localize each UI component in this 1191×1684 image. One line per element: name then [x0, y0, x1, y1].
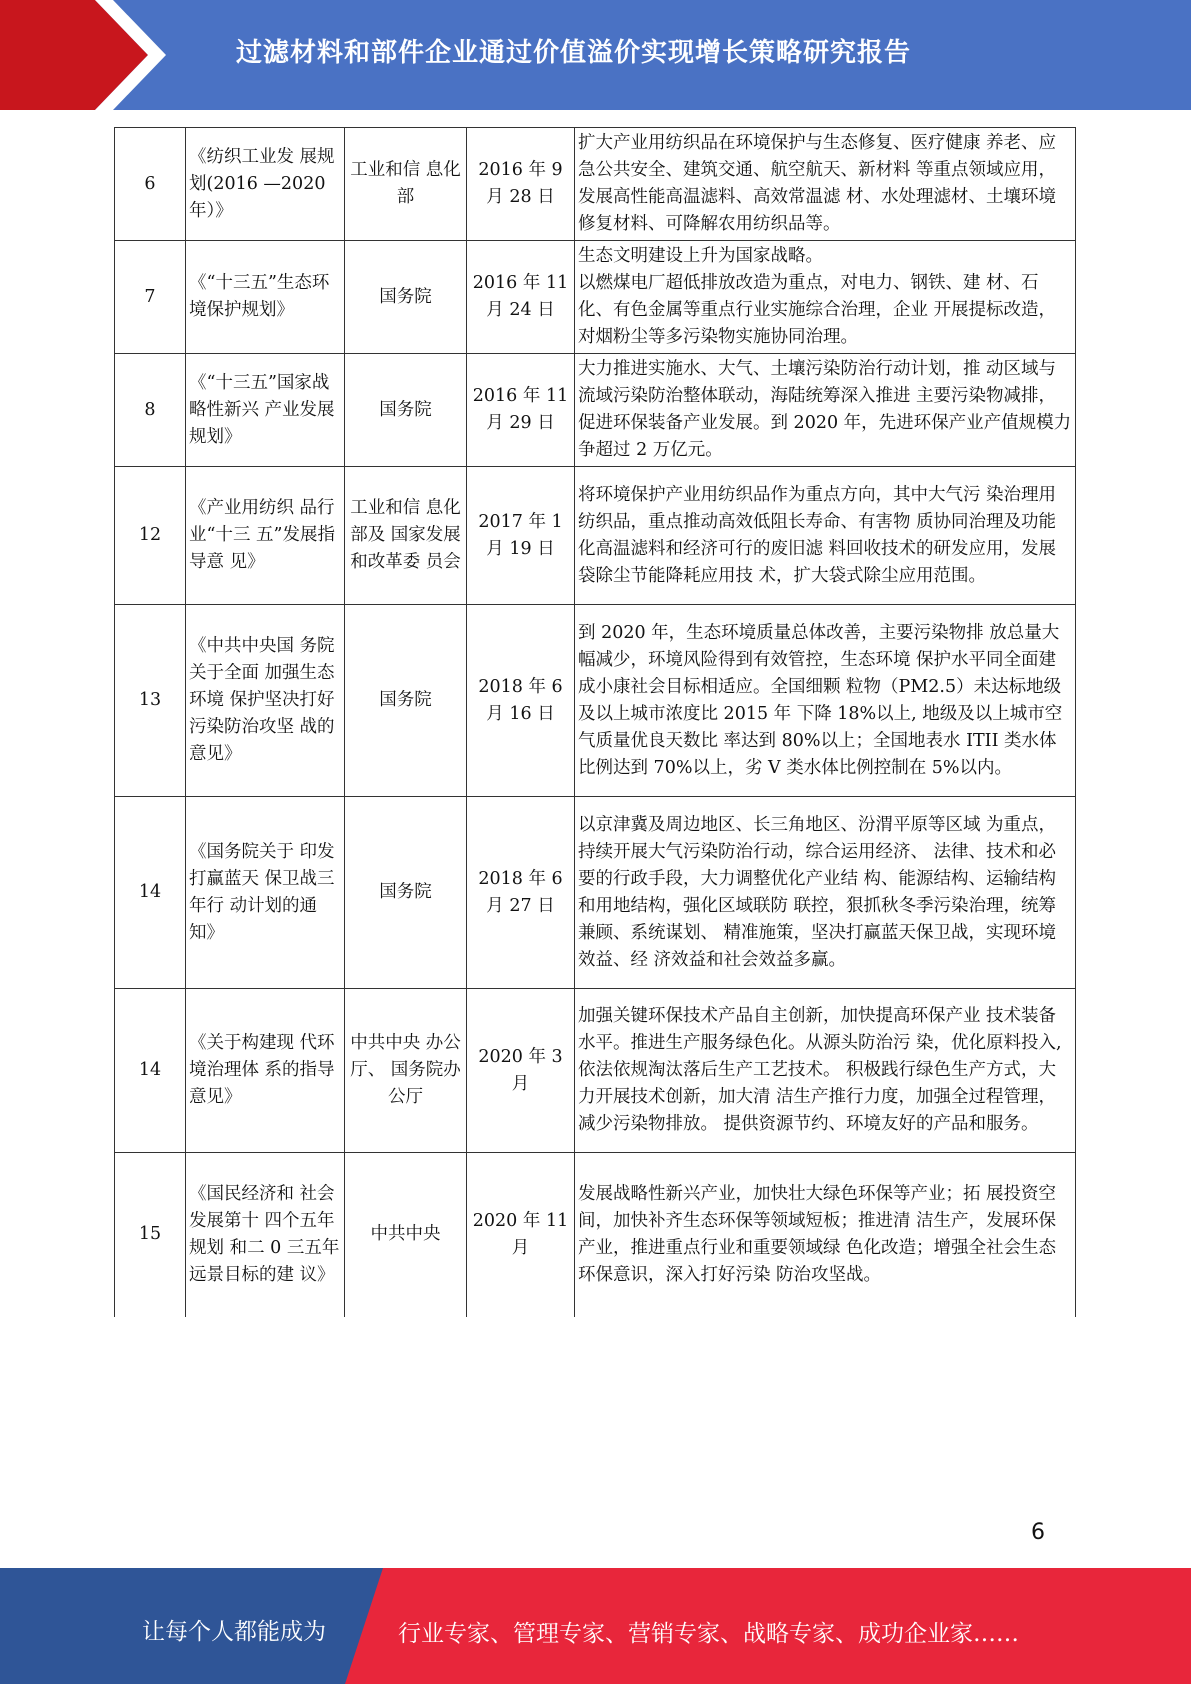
issue-date: 2018 年 6 月 16 日: [467, 605, 575, 797]
policy-title: 《“十三五”国家战略性新兴 产业发展规划》: [186, 354, 345, 467]
row-number: 8: [115, 354, 186, 467]
policy-content: 到 2020 年，生态环境质量总体改善，主要污染物排 放总量大幅减少，环境风险得到有效管控，生态环境 保护水平同全面建成小康社会目标相适应。全国细颗 粒物（PM2.5）未达标地级及以上城市浓度比 2015 年 下降 18%以上, 地级及以上城市空气质量优良天数比 率达到 80%以上；全国地表水 ITII 类水体比例达到 70%以上，劣 V 类水体比例控制在 5%以内。: [575, 605, 1076, 797]
policy-title: 《关于构建现 代环境治理体 系的指导意见》: [186, 989, 345, 1153]
policy-content: 以京津冀及周边地区、长三角地区、汾渭平原等区域 为重点，持续开展大气污染防治行动，综合运用经济、 法律、技术和必要的行政手段，大力调整优化产业结 构、能源结构、运输结构和用地结构，强化区域联防 联控，狠抓秋冬季污染治理，统筹兼顾、系统谋划、 精准施策，坚决打赢蓝天保卫战，实现环境效益、经 济效益和社会效益多赢。: [575, 797, 1076, 989]
issue-date: 2018 年 6 月 27 日: [467, 797, 575, 989]
policy-title: 《纺织工业发 展规划(2016 —2020 年）》: [186, 128, 345, 241]
issuing-body: 中共中央 办公厅、 国务院办 公厅: [345, 989, 467, 1153]
issuing-body: 工业和信 息化部: [345, 128, 467, 241]
table-row: [115, 797, 1076, 989]
row-number: 7: [115, 241, 186, 354]
policy-title: 《“十三五”生态环境保护规划》: [186, 241, 345, 354]
policy-content: 生态文明建设上升为国家战略。 以燃煤电厂超低排放改造为重点，对电力、钢铁、建 材、石化、有色金属等重点行业实施综合治理，企业 开展提标改造，对烟粉尘等多污染物实施协同治理。: [575, 241, 1076, 354]
report-title: 过滤材料和部件企业通过价值溢价实现增长策略研究报告: [236, 38, 912, 68]
table-row: [115, 354, 1076, 467]
policy-content: 大力推进实施水、大气、土壤污染防治行动计划，推 动区域与流域污染防治整体联动，海陆统筹深入推进 主要污染物减排，促进环保装备产业发展。到 2020 年，先进环保产业产值规模力争超过 2 万亿元。: [575, 354, 1076, 467]
policy-table: [114, 127, 1076, 1317]
policy-content: 发展战略性新兴产业，加快壮大绿色环保等产业；拓 展投资空间，加快补齐生态环保等领域短板；推进清 洁生产，发展环保产业，推进重点行业和重要领域绿 色化改造；增强全社会生态环保意识，深入打好污染 防治攻坚战。: [575, 1153, 1076, 1317]
issue-date: 2017 年 1 月 19 日: [467, 467, 575, 605]
row-number: 13: [115, 605, 186, 797]
table-row: [115, 1153, 1076, 1317]
policy-title: 《产业用纺织 品行业“十三 五”发展指导意 见》: [186, 467, 345, 605]
footer-slogan-lead: 让每个人都能成为: [142, 1619, 326, 1645]
issuing-body: 中共中央: [345, 1153, 467, 1317]
table-row: [115, 605, 1076, 797]
row-number: 12: [115, 467, 186, 605]
footer-slogan-roles: 行业专家、管理专家、营销专家、战略专家、成功企业家……: [398, 1621, 1019, 1647]
issuing-body: 国务院: [345, 354, 467, 467]
row-number: 15: [115, 1153, 186, 1317]
footer-banner: [0, 1568, 1191, 1684]
issue-date: 2020 年 11月: [467, 1153, 575, 1317]
row-number: 6: [115, 128, 186, 241]
table-row: [115, 467, 1076, 605]
issuing-body: 国务院: [345, 605, 467, 797]
issuing-body: 国务院: [345, 241, 467, 354]
policy-title: 《国民经济和 社会发展第十 四个五年规划 和二 0 三五年 远景目标的建 议》: [186, 1153, 345, 1317]
table-row: [115, 989, 1076, 1153]
policy-content: 将环境保护产业用纺织品作为重点方向，其中大气污 染治理用纺织品，重点推动高效低阻长寿命、有害物 质协同治理及功能化高温滤料和经济可行的废旧滤 料回收技术的研发应用，发展袋除尘节能降耗应用技 术，扩大袋式除尘应用范围。: [575, 467, 1076, 605]
table-row: [115, 241, 1076, 354]
issue-date: 2016 年 11 月 29 日: [467, 354, 575, 467]
policy-content: 加强关键环保技术产品自主创新，加快提高环保产业 技术装备水平。推进生产服务绿色化。从源头防治污 染，优化原料投入, 依法依规淘汰落后生产工艺技术。 积极践行绿色生产方式，大力开展技术创新，加大清 洁生产推行力度，加强全过程管理，减少污染物排放。 提供资源节约、环境友好的产品和服务。: [575, 989, 1076, 1153]
issuing-body: 国务院: [345, 797, 467, 989]
policy-title: 《中共中央国 务院关于全面 加强生态环境 保护坚决打好 污染防治攻坚 战的意见》: [186, 605, 345, 797]
policy-content: 扩大产业用纺织品在环境保护与生态修复、医疗健康 养老、应急公共安全、建筑交通、航空航天、新材料 等重点领域应用，发展高性能高温滤料、高效常温滤 材、水处理滤材、土壤环境修复材料、可降解农用纺织品等。: [575, 128, 1076, 241]
issue-date: 2016 年 9 月 28 日: [467, 128, 575, 241]
issue-date: 2020 年 3 月: [467, 989, 575, 1153]
table-row: [115, 128, 1076, 241]
row-number: 14: [115, 797, 186, 989]
issue-date: 2016 年 11 月 24 日: [467, 241, 575, 354]
policy-title: 《国务院关于 印发打赢蓝天 保卫战三年行 动计划的通知》: [186, 797, 345, 989]
header-banner: [0, 0, 1191, 110]
page-number: 6: [1031, 1520, 1045, 1545]
row-number: 14: [115, 989, 186, 1153]
issuing-body: 工业和信 息化部及 国家发展 和改革委 员会: [345, 467, 467, 605]
